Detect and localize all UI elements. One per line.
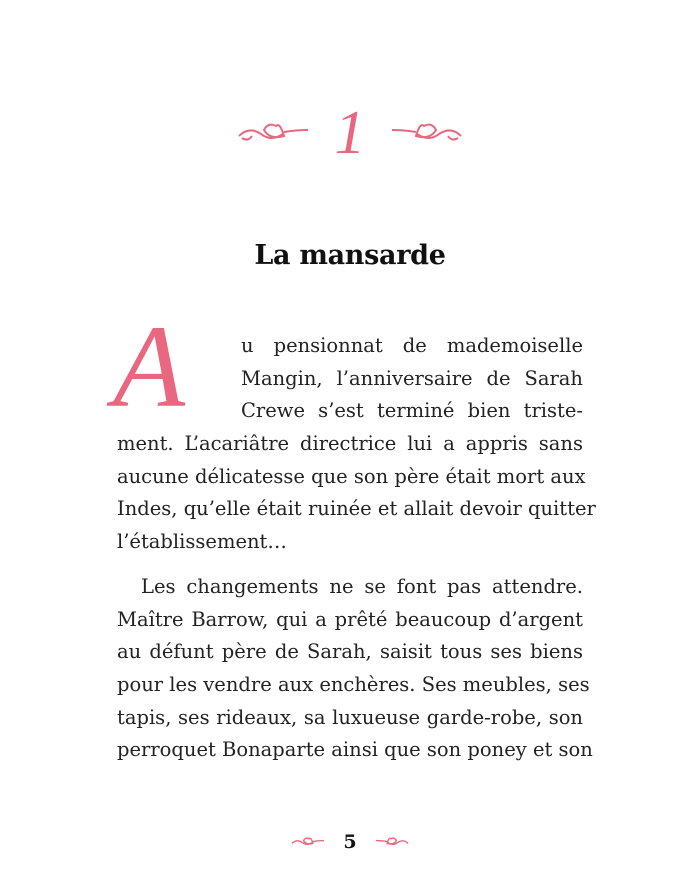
text-line: Crewe s’est terminé bien triste- bbox=[241, 399, 583, 423]
paragraph-1-cont bbox=[117, 428, 596, 559]
text-line: tapis, ses rideaux, sa luxueuse garde-robe, son bbox=[117, 705, 583, 729]
chapter-number: 1 bbox=[334, 99, 366, 167]
text-line: u pensionnat de mademoiselle bbox=[241, 334, 583, 357]
folio-ornament-right-icon bbox=[373, 835, 411, 849]
text-line: au défunt père de Sarah, saisit tous ses biens bbox=[117, 640, 583, 664]
folio-ornament-left-icon bbox=[289, 835, 327, 849]
page-number: 5 bbox=[343, 831, 357, 853]
text-line: Maître Barrow, qui a prêté beaucoup d’argent bbox=[117, 607, 583, 631]
chapter-heading bbox=[0, 98, 700, 168]
text-line: pour les vendre aux enchères. Ses meubles, ses bbox=[117, 673, 590, 697]
ornament-left-icon bbox=[236, 118, 311, 148]
paragraph-2 bbox=[117, 571, 593, 767]
text-line: aucune délicatesse que son père était mort aux bbox=[117, 464, 586, 488]
ornament-right-icon bbox=[389, 118, 464, 148]
page-footer bbox=[0, 830, 700, 853]
chapter-title: La mansarde bbox=[254, 240, 446, 271]
paragraph-1 bbox=[117, 330, 583, 428]
text-line: Indes, qu’elle était ruinée et allait devoir quitter bbox=[117, 497, 596, 521]
drop-cap: A bbox=[113, 301, 186, 432]
text-line: l’établissement… bbox=[117, 530, 287, 554]
text-line: Mangin, l’anniversaire de Sarah bbox=[241, 366, 583, 390]
text-line: perroquet Bonaparte ainsi que son poney et son bbox=[117, 738, 593, 762]
text-line: Les changements ne se font pas attendre. bbox=[141, 575, 583, 598]
text-line: ment. L’acariâtre directrice lui a appris sans bbox=[117, 432, 583, 455]
